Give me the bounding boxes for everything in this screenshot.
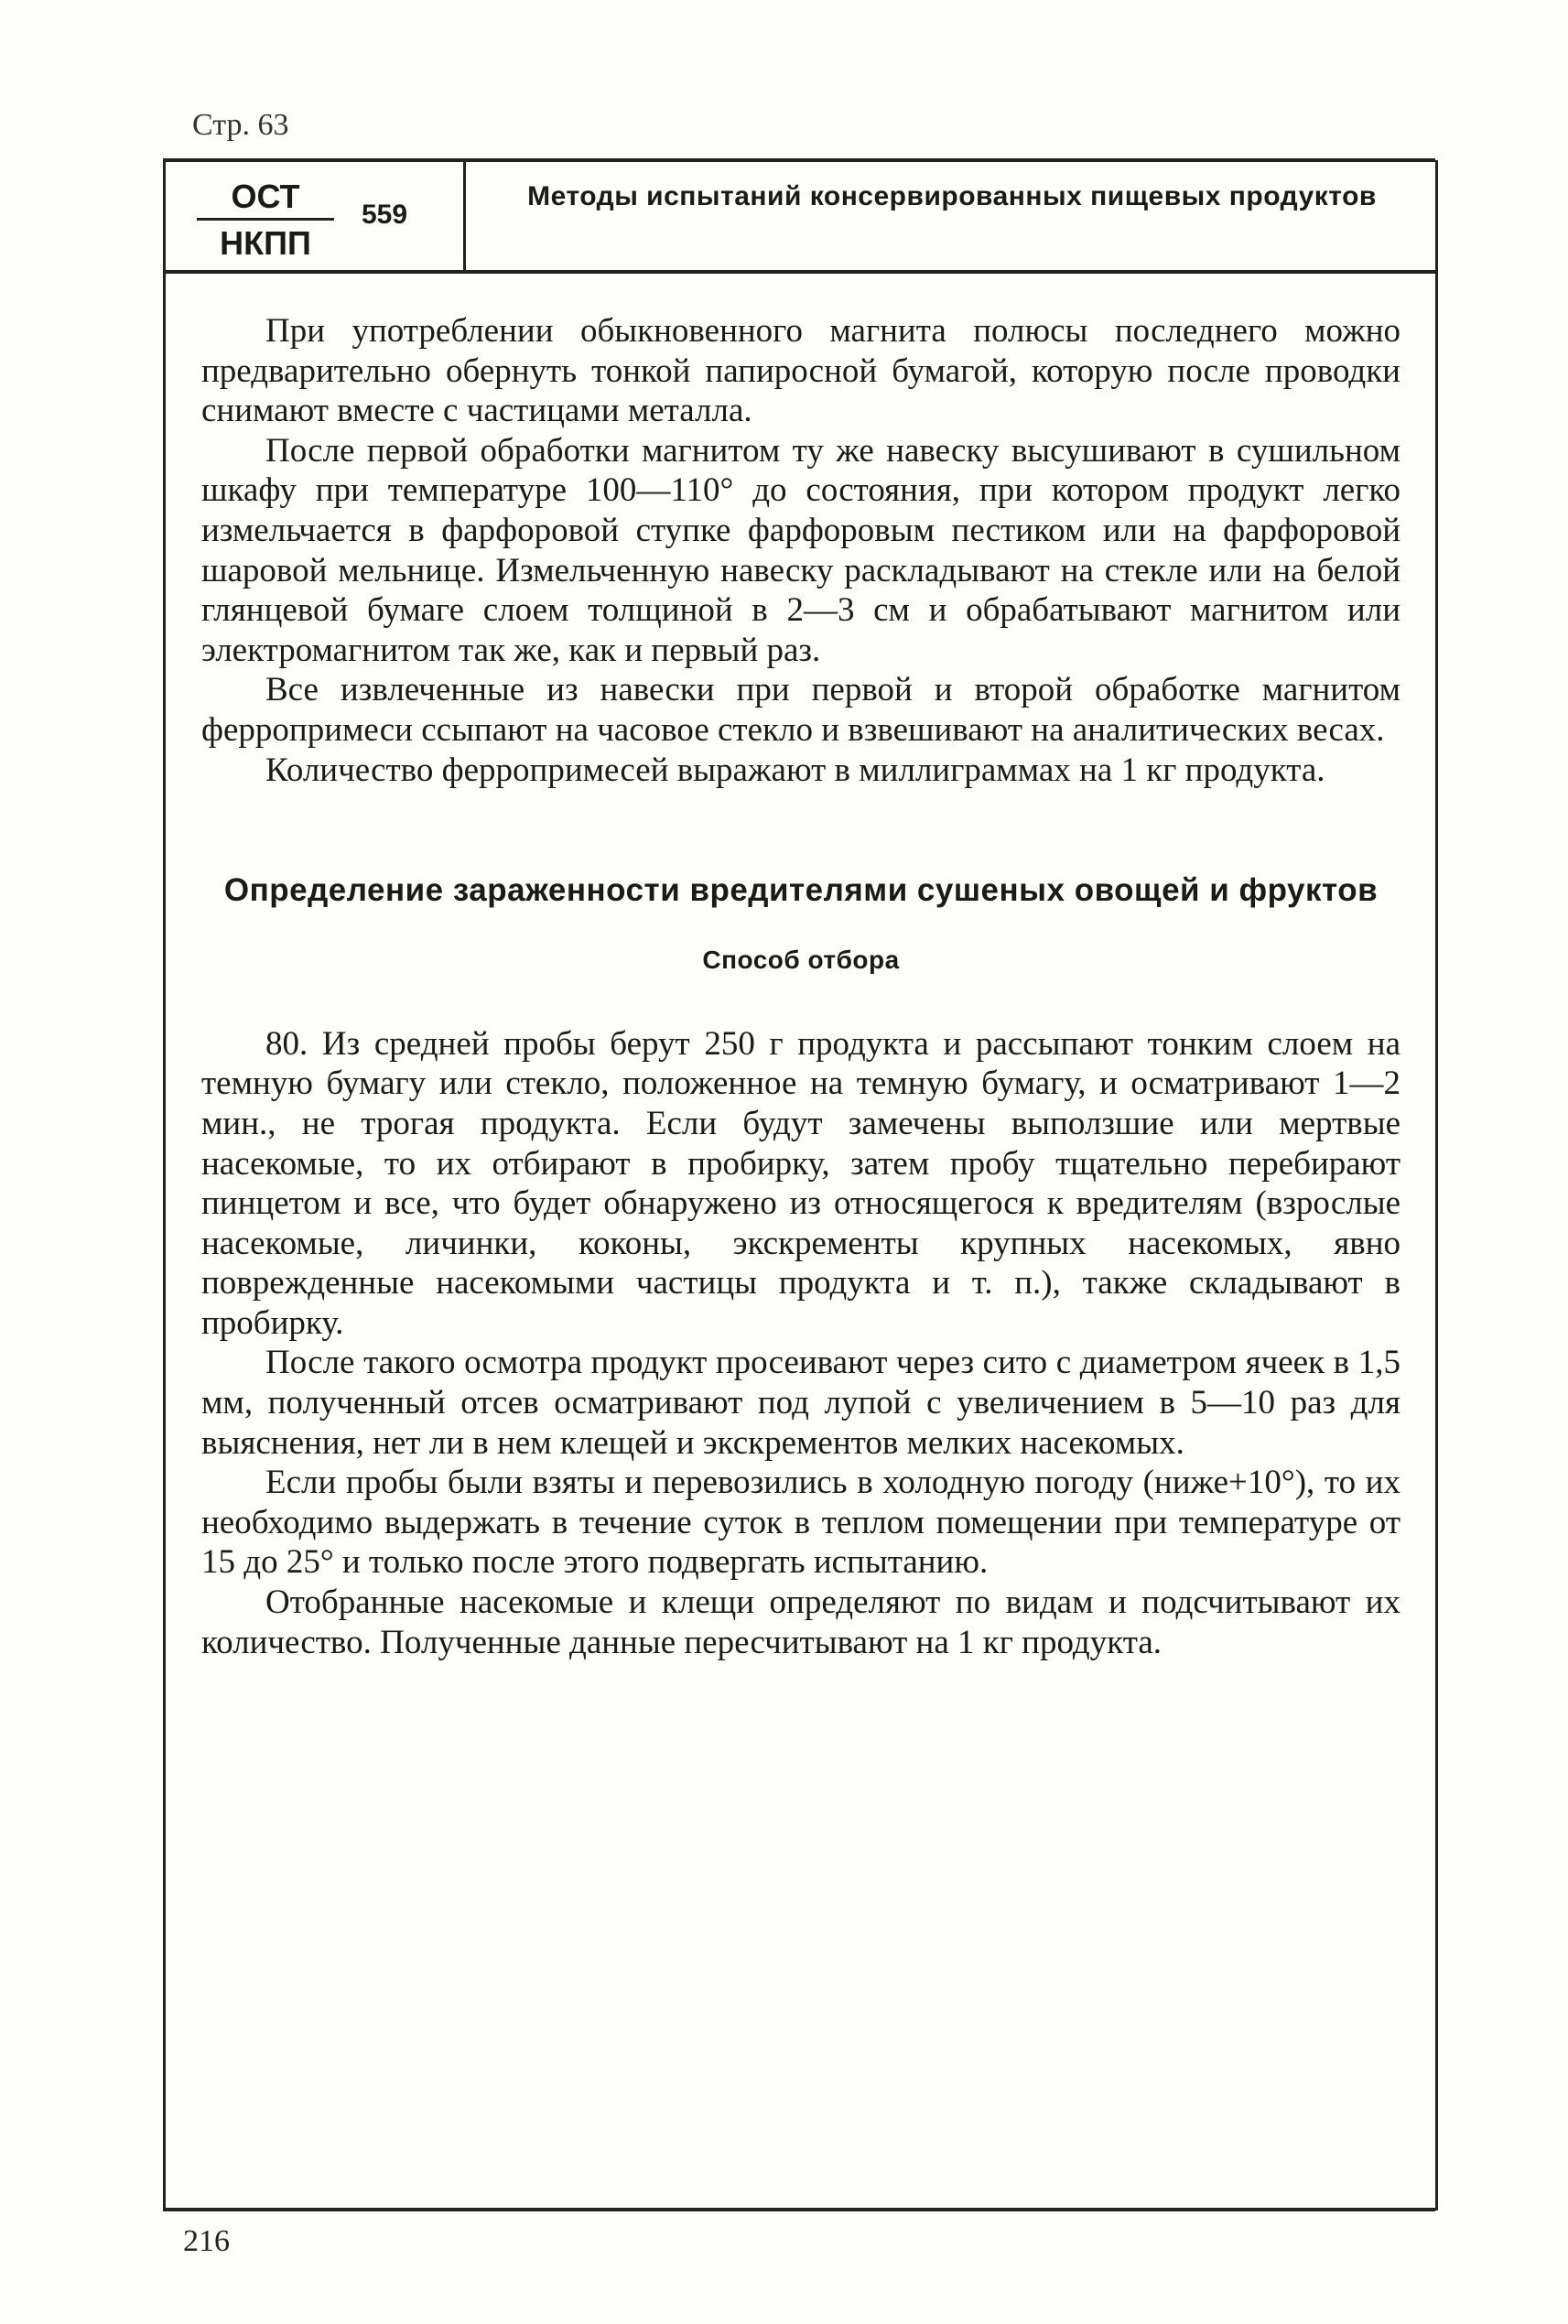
header-divider — [463, 160, 466, 270]
paragraph: После такого осмотра продукт просеивают через сито с диаметром ячеек в 1,5 мм, полученный отсев осматривают под лупой с увеличением в 5—10 раз для выяснения, нет ли в нем клещей и экскрементов мелких насекомых. — [201, 1344, 1400, 1462]
standard-designation — [188, 174, 462, 265]
section-title: Определение зараженности вредителями сушеных овощей и фруктов — [223, 872, 1379, 909]
bottom-rule — [163, 2208, 1435, 2211]
paragraph: Количество ферропримесей выражают в миллиграммах на 1 кг продукта. — [265, 751, 1325, 789]
document-body — [201, 311, 1400, 1662]
header-title: Методы испытаний консервированных пищевых продуктов — [527, 181, 1377, 211]
page-number: 216 — [183, 2224, 230, 2258]
paragraph: После первой обработки магнитом ту же навеску высушивают в сушильном шкафу при температуре 100—110° до состояния, при котором продукт легко измельчается в фарфоровой ступке фарфоровым пестиком или на фарфоровой шаровой мельнице. Измельченную навеску раскладывают на стекле или на белой глянцевой бумаге слоем толщиной в 2—3 см и обрабатывают магнитом или электромагнитом так же, как и первый раз. — [201, 431, 1400, 669]
standard-number: 559 — [362, 200, 408, 230]
standard-fraction — [197, 178, 334, 263]
paragraph: 80. Из средней пробы берут 250 г продукта и рассыпают тонким слоем на темную бумагу или стекло, положенное на темную бумагу, и осматривают 1—2 мин., не трогая продукта. Если будут замечены выползшие или мертвые насекомые, то их отбирают в пробирку, затем пробу тщательно перебирают пинцетом и все, что будет обнаружено из относящегося к вредителям (взрослые насекомые, личинки, коконы, экскременты крупных насекомых, явно поврежденные насекомыми частицы продукта и т. п.), также складывают в пробирку. — [201, 1024, 1400, 1342]
header-rule — [163, 270, 1435, 274]
paragraph: Если пробы были взяты и перевозились в холодную погоду (ниже+10°), то их необходимо выдержать в течение суток в теплом помещении при температуре от 15 до 25° и только после этого подвергать испытанию. — [201, 1464, 1400, 1582]
paragraph: При употреблении обыкновенного магнита полюсы последнего можно предварительно обернуть тонкой папиросной бумагой, которую после проводки снимают вместе с частицами металла. — [201, 312, 1400, 430]
page-reference-label: Стр. 63 — [192, 108, 289, 142]
subsection-title: Способ отбора — [702, 946, 900, 975]
top-rule — [163, 158, 1435, 162]
standard-numerator: ОСТ — [197, 178, 334, 221]
paragraph: Все извлеченные из навески при первой и второй обработке магнитом ферропримеси ссыпают на часовое стекло и взвешивают на аналитических весах. — [201, 671, 1400, 749]
standard-denominator: НКПП — [220, 224, 311, 262]
paragraph: Отобранные насекомые и клещи определяют по видам и подсчитывают их количество. Полученные данные пересчитывают на 1 кг продукта. — [201, 1584, 1400, 1661]
